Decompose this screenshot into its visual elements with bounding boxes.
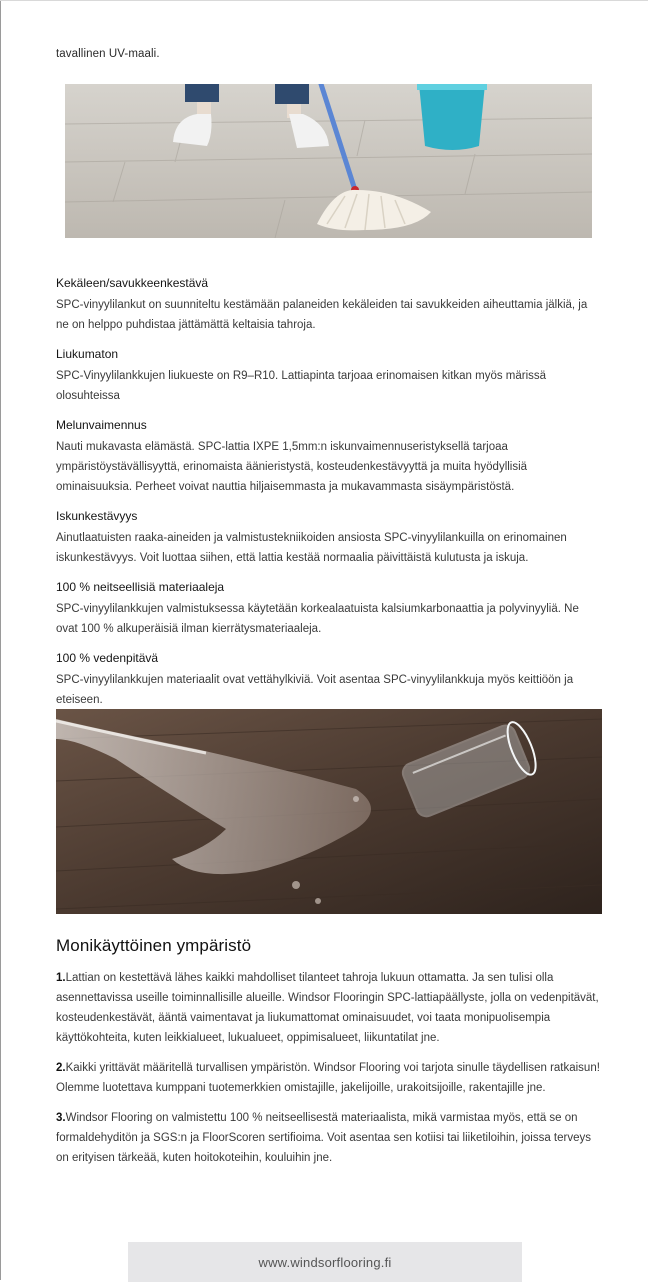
feature-burn-resistant [56,276,602,335]
feature-title: Iskunkestävyys [56,509,138,523]
feature-text: SPC-vinyylilankut on suunniteltu kestämään palaneiden kekäleiden tai savukkeiden aiheuttamia jälkiä, ja ne on helppo puhdistaa jättämättä keltaisia tahroja. [56,299,588,331]
intro-text: tavallinen UV-maali. [56,48,160,60]
item-text: Kaikki yrittävät määritellä turvallisen ympäristön. Windsor Flooring voi tarjota sinulle täydellisen ratkaisun! Olemme luotettava kumppani tuotemerkkien omistajille, jakelijoille, urakoitsijoille, rakentajille jne. [56,1062,600,1094]
feature-title: Kekäleen/savukkeenkestävä [56,276,209,290]
feature-title: 100 % neitseellisiä materiaaleja [56,580,225,594]
feature-virgin-materials [56,580,602,639]
list-item [56,1058,602,1098]
page-border-left [0,0,1,1280]
feature-waterproof [56,651,602,710]
footer-link-bar[interactable] [128,1242,522,1282]
mop-cleaning-floor-photo [65,84,592,238]
item-number: 3. [56,1112,66,1124]
item-text: Windsor Flooring on valmistettu 100 % neitseellisestä materiaalista, mikä varmistaa myös, että se on formaldehyditön ja SGS:n ja FloorScoren sertifioima. Voit asentaa sen kotiisi tai liiketiloihin, joissa terveys on erityisen tärkeää, kuten hoitokoteihin, kouluihin jne. [56,1112,591,1164]
item-number: 1. [56,972,66,984]
page-border-top [0,0,648,1]
item-number: 2. [56,1062,66,1074]
website-link[interactable]: www.windsorflooring.fi [258,1254,392,1270]
feature-title: Melunvaimennus [56,418,147,432]
feature-text: Nauti mukavasta elämästä. SPC-lattia IXPE 1,5mm:n iskunvaimennuseristyksellä tarjoaa ympäristöystävällisyyttä, erinomaista äänieristystä, kosteudenkestävyyttä ja muita hyödyllisiä ominaisuuksia. Perheet voivat nauttia hiljaisemmasta ja mukavammasta sisäympäristöstä. [56,441,528,493]
list-item [56,968,602,1048]
feature-impact-resistance [56,509,602,568]
features-list [56,276,602,710]
feature-title: 100 % vedenpitävä [56,651,159,665]
feature-text: Ainutlaatuisten raaka-aineiden ja valmistustekniikoiden ansiosta SPC-vinyylilankuilla on erinomainen iskunkestävyys. Voit luottaa siihen, että lattia kestää normaalia päivittäistä kulutusta ja iskuja. [56,532,567,564]
numbered-list [56,968,602,1178]
feature-sound-dampening [56,418,602,497]
feature-text: SPC-vinyylilankkujen materiaalit ovat vettähylkiviä. Voit asentaa SPC-vinyylilankkuja myös keittiöön ja eteiseen. [56,674,574,706]
water-spill-glass-photo [56,709,602,914]
feature-text: SPC-vinyylilankkujen valmistuksessa käytetään korkealaatuista kalsiumkarbonaattia ja polyvinyyliä. Ne ovat 100 % alkuperäisiä ilman kierrätysmateriaaleja. [56,603,579,635]
feature-text: SPC-Vinyylilankkujen liukueste on R9–R10. Lattiapinta tarjoaa erinomaisen kitkan myös märissä olosuhteissa [56,370,547,402]
list-item [56,1108,602,1168]
feature-anti-slip [56,347,602,406]
section-title: Monikäyttöinen ympäristö [56,936,252,955]
item-text: Lattian on kestettävä lähes kaikki mahdolliset tilanteet tahroja lukuun ottamatta. Ja sen tulisi olla asennettavissa useille toiminnallisille alueille. Windsor Flooringin SPC-lattiapäällyste, jolla on vedenpitävät, kosteudenkestävät, ääntä vaimentavat ja liukumattomat ominaisuudet, voi taata monipuolisempia käyttökohteita, kuten leikkialueet, lukualueet, oppimisalueet, liikuntatilat jne. [56,972,599,1044]
feature-title: Liukumaton [56,347,119,361]
